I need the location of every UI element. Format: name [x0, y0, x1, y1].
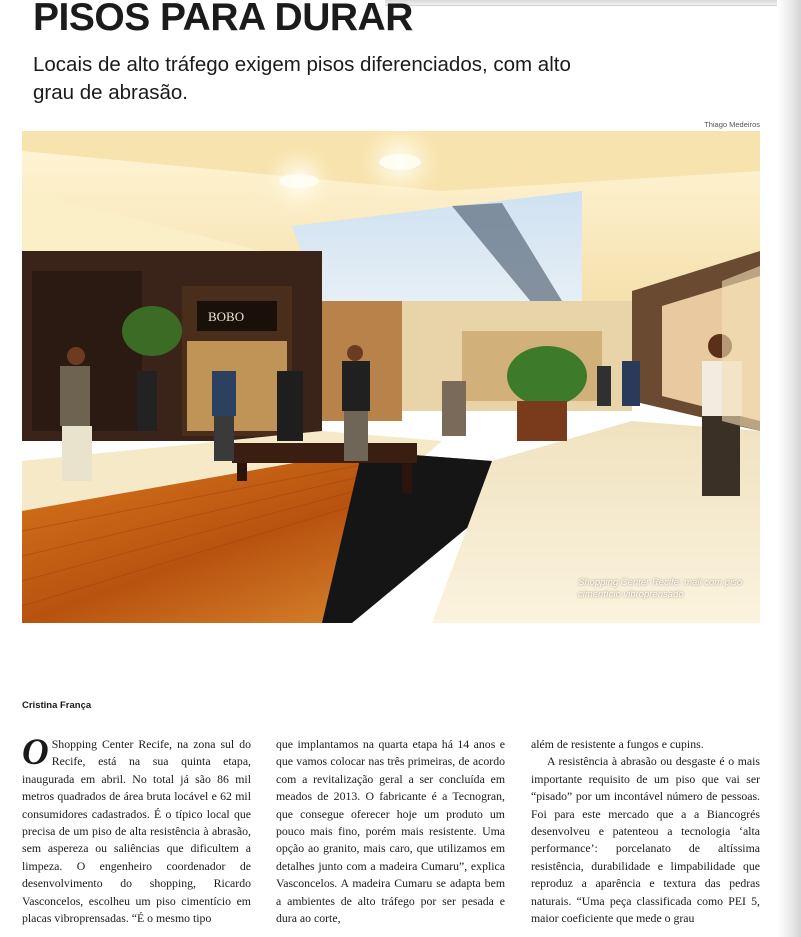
headline: PISOS PARA DURAR	[33, 0, 413, 39]
photo-caption: Shopping Center Recife: mall com piso cimentício vibroprensado	[578, 577, 743, 600]
article-column-3	[531, 736, 760, 927]
column-1-text: Shopping Center Recife, na zona sul do Recife, está na sua quinta etapa, inaugurada em abril. No total já são 86 mil metros quadrados de área bruta locável e 62 mil consumidores cadastrados. É o típico local que precisa de um piso de alta resistência à abrasão, sem aspereza ou saliências que dificultem a limpeza. O engenheiro coordenador de desenvolvimento do shopping, Ricardo Vasconcelos, escolheu um piso cimentício em placas vibroprensadas. “É o mesmo tipo	[22, 737, 251, 926]
page-gutter-shadow	[777, 0, 801, 937]
column-3-paragraph-2: A resistência à abrasão ou desgaste é o mais importante requisito de um piso que vai ser “pisado” por um incontável número de pessoas. Foi para este mercado que a a Biancogrés desenvolveu e patenteou a tecnologia ‘alta performance’: porcelanato de altíssima resistência, durabilidade e limpabilidade que reproduz a aparência e textura das pedras naturais. “Uma peça classificada como PEI 5, maior coeficiente que mede o grau	[531, 754, 760, 926]
top-rule	[385, 0, 777, 6]
drop-cap: O	[22, 732, 49, 773]
mall-photo	[22, 131, 760, 623]
column-3-paragraph-1: além de resistente a fungos e cupins.	[531, 737, 704, 751]
author-byline: Cristina França	[22, 700, 92, 711]
store-sign: BOBO	[208, 309, 245, 324]
article-column-1	[22, 732, 251, 927]
column-2-text: que implantamos na quarta etapa há 14 anos e que vamos colocar nas três primeiras, de acordo com a revitalização geral a ser concluída em meados de 2013. O fabricante é a Tecnogran, que consegue oferecer hoje um produto um pouco mais fino, porém mais resistente. Uma opção ao granito, mais caro, que utilizamos em detalhes junto com a madeira Cumaru”, explica Vasconcelos. A madeira Cumaru se adapta bem a ambientes de alto tráfego por ser pesada e dura ao corte,	[276, 737, 505, 926]
article-column-2	[276, 736, 505, 927]
photo-credit: Thiago Medeiros	[704, 120, 760, 129]
subtitle: Locais de alto tráfego exigem pisos diferenciados, com alto grau de abrasão.	[33, 53, 571, 104]
